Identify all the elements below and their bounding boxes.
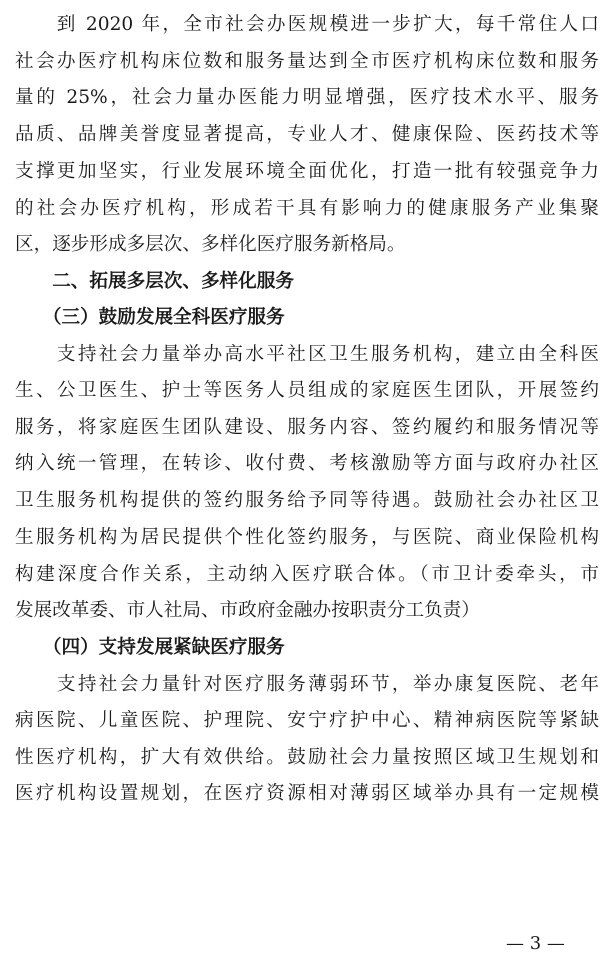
paragraph-line: 发展改革委、市人社局、市政府金融办按职责分工负责） (15, 600, 480, 621)
paragraph-line: 医疗机构设置规划，在医疗资源相对薄弱区域举办具有一定规模 (15, 783, 599, 804)
paragraph-line: 品质、品牌美誉度显著提高，专业人才、健康保险、医药技术等 (15, 124, 599, 145)
paragraph-line: 性医疗机构，扩大有效供给。鼓励社会力量按照区域卫生规划和 (15, 747, 599, 768)
paragraph-line: 的社会办医疗机构，形成若干具有影响力的健康服务产业集聚 (15, 198, 599, 219)
paragraph-line: 支持社会力量针对医疗服务薄弱环节，举办康复医院、老年 (15, 674, 599, 695)
subheading-line: （三）鼓励发展全科医疗服务 (15, 307, 285, 328)
paragraph-line: 社会办医疗机构床位数和服务量达到全市医疗机构床位数和服务 (15, 51, 599, 72)
paragraph-line: 支撑更加坚实，行业发展环境全面优化，打造一批有较强竞争力 (15, 161, 599, 182)
paragraph-line: 服务，将家庭医生团队建设、服务内容、签约履约和服务情况等 (15, 417, 599, 438)
paragraph-line: 卫生服务机构提供的签约服务给予同等待遇。鼓励社会办社区卫 (15, 490, 599, 511)
paragraph-line: 生服务机构为居民提供个性化签约服务，与医院、商业保险机构 (15, 527, 599, 548)
paragraph-line: 区，逐步形成多层次、多样化医疗服务新格局。 (15, 234, 406, 255)
paragraph-line: 量的 25%，社会力量办医能力明显增强，医疗技术水平、服务 (15, 87, 599, 108)
paragraph-line: 纳入统一管理，在转诊、收付费、考核激励等方面与政府办社区 (15, 453, 599, 474)
paragraph-line: 病医院、儿童医院、护理院、安宁疗护中心、精神病医院等紧缺 (15, 710, 599, 731)
subheading-line: （四）支持发展紧缺医疗服务 (15, 637, 285, 658)
paragraph-line: 支持社会力量举办高水平社区卫生服务机构，建立由全科医 (15, 344, 599, 365)
page-number: — 3 — (506, 933, 565, 954)
paragraph-line: 到 2020 年，全市社会办医规模进一步扩大，每千常住人口 (15, 14, 599, 35)
heading-line: 二、拓展多层次、多样化服务 (15, 271, 294, 292)
paragraph-line: 生、公卫医生、护士等医务人员组成的家庭医生团队，开展签约 (15, 380, 599, 401)
paragraph-line: 构建深度合作关系，主动纳入医疗联合体。（市卫计委牵头，市 (15, 564, 599, 585)
